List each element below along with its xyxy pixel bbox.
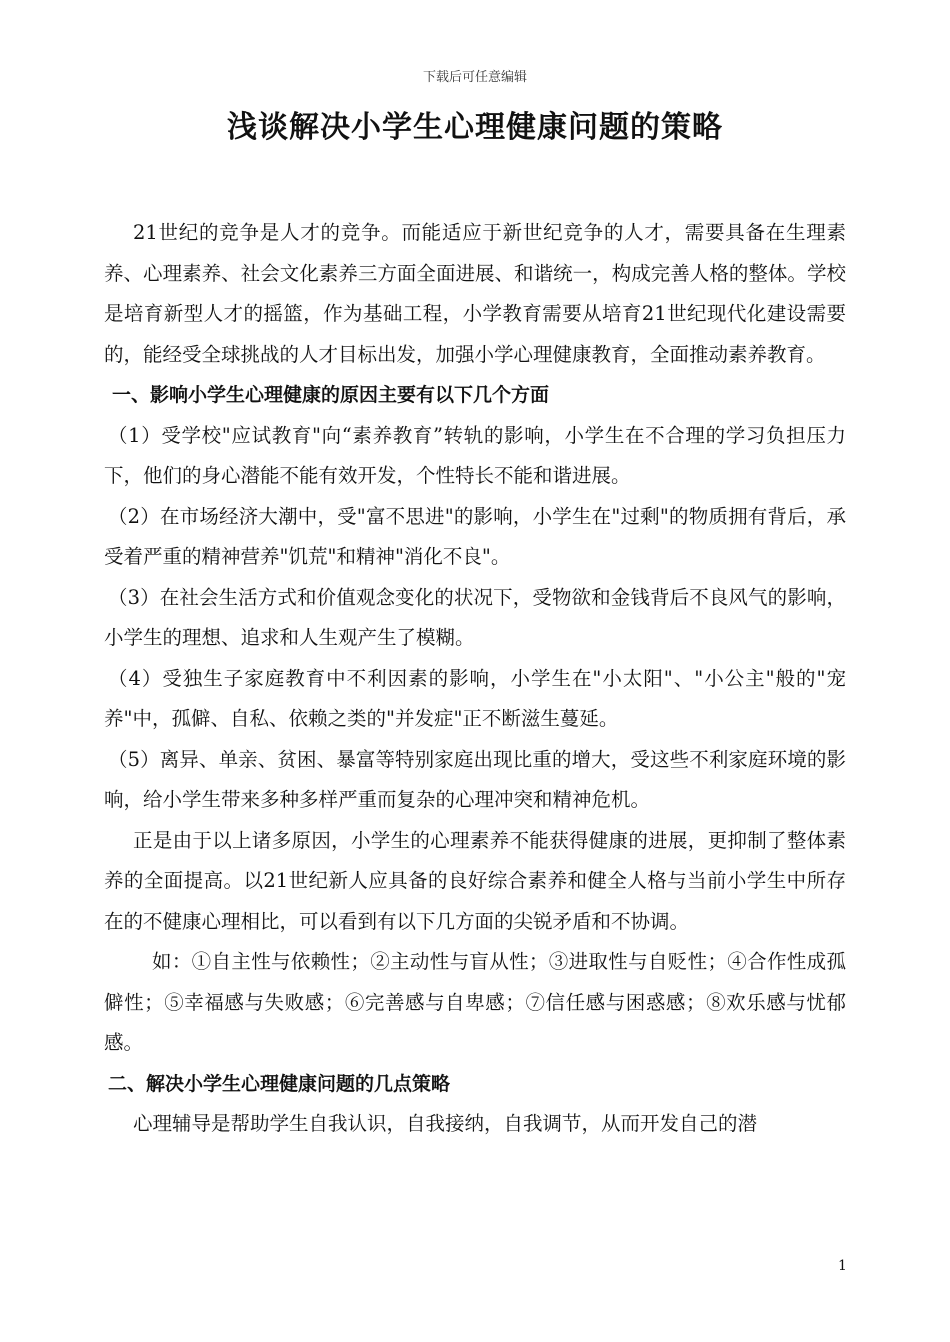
section2-paragraph: 心理辅导是帮助学生自我认识，自我接纳，自我调节，从而开发自己的潜 [133,1112,758,1135]
cause-item-5: （5）离异、单亲、贫困、暴富等特别家庭出现比重的增大，受这些不利家庭环境的影响，给小学生带来多种多样严重而复杂的心理冲突和精神危机。 [104,747,846,811]
contrast-list: 如：①自主性与依赖性；②主动性与盲从性；③进取性与自贬性；④合作性成孤僻性；⑤幸福感与失败感；⑥完善感与自卑感；⑦信任感与困惑感；⑧欢乐感与忧郁感。 [104,950,846,1054]
cause-item-4: （4）受独生子家庭教育中不利因素的影响，小学生在"小太阳"、"小公主"般的"宠养"中，孤僻、自私、依赖之类的"并发症"正不断滋生蔓延。 [104,666,846,730]
intro-paragraph: 21世纪的竞争是人才的竞争。而能适应于新世纪竞争的人才，需要具备在生理素养、心理素养、社会文化素养三方面全面进展、和谐统一，构成完善人格的整体。学校是培育新型人才的摇篮，作为基础工程，小学教育需要从培育21世纪现代化建设需要的，能经受全球挑战的人才目标出发，加强小学心理健康教育，全面推动素养教育。 [104,221,846,366]
section-heading-1: 一、影响小学生心理健康的原因主要有以下几个方面 [112,384,550,406]
summary-paragraph: 正是由于以上诸多原因，小学生的心理素养不能获得健康的进展，更抑制了整体素养的全面提高。以21世纪新人应具备的良好综合素养和健全人格与当前小学生中所存在的不健康心理相比，可以看到有以下几方面的尖锐矛盾和不协调。 [104,828,846,933]
section-heading-2: 二、解决小学生心理健康问题的几点策略 [108,1072,451,1095]
document-title: 浅谈解决小学生心理健康问题的策略 [227,110,723,145]
page-number: 1 [838,1258,847,1274]
header-note: 下载后可任意编辑 [422,70,527,85]
document-body [104,213,846,1145]
cause-item-3: （3）在社会生活方式和价值观念变化的状况下，受物欲和金钱背后不良风气的影响，小学生的理想、追求和人生观产生了模糊。 [104,585,846,649]
cause-item-2: （2）在市场经济大潮中，受"富不思进"的影响，小学生在"过剩"的物质拥有背后，承受着严重的精神营养"饥荒"和精神"消化不良"。 [104,504,846,568]
cause-item-1: （1）受学校"应试教育"向“素养教育”转轨的影响，小学生在不合理的学习负担压力下，他们的身心潜能不能有效开发，个性特长不能和谐进展。 [104,423,846,487]
